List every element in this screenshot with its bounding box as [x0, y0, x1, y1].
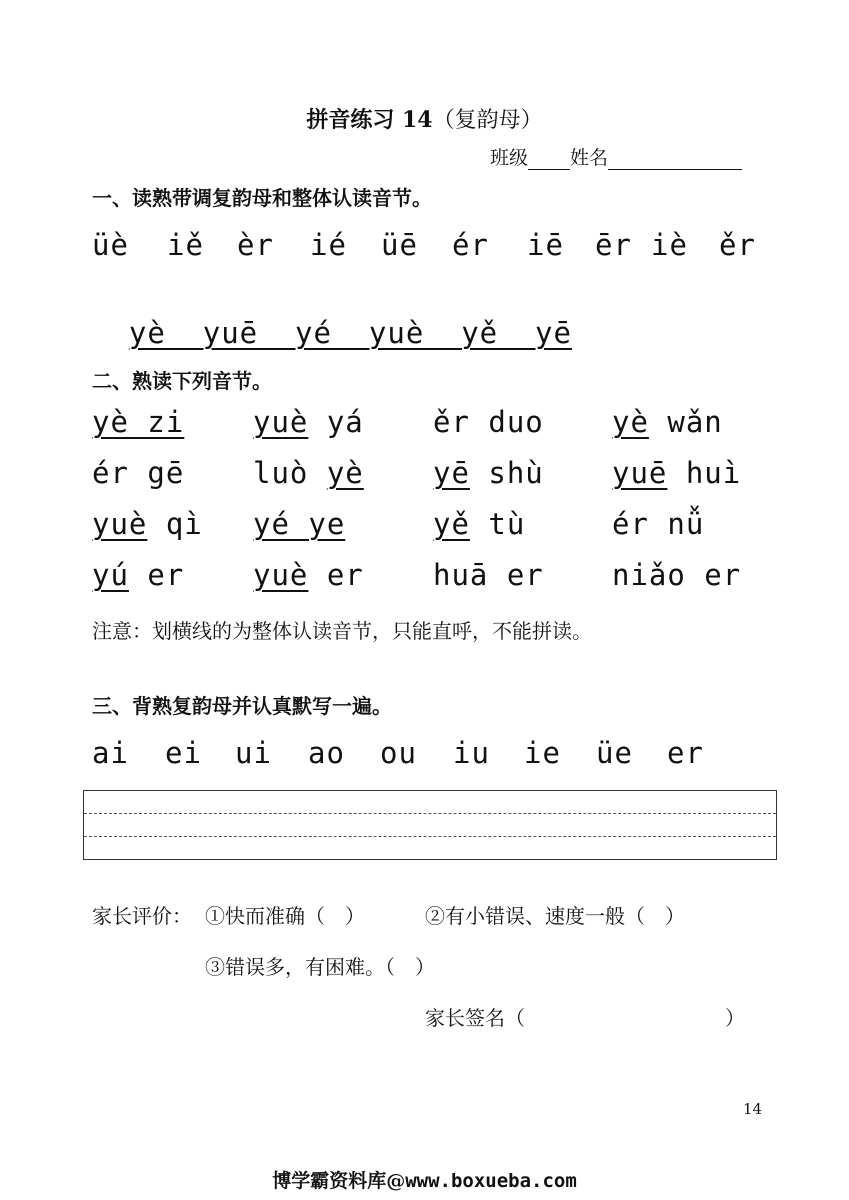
final-item: ei [165, 736, 202, 770]
name-label: 姓名 [570, 147, 609, 169]
final-item: iu [453, 736, 490, 770]
pinyin-item: ié [310, 228, 347, 262]
final-item: ou [380, 736, 417, 770]
grid-cell: yè wǎn [612, 405, 723, 439]
eval-label: 家长评价： [92, 904, 192, 928]
note-text: 注意：划横线的为整体认读音节，只能直呼，不能拼读。 [92, 619, 592, 643]
syllable-grid [0, 405, 849, 605]
footer-site: www.boxueba.com [405, 1170, 577, 1192]
parent-signature[interactable]: 家长签名（ ） [425, 1006, 745, 1030]
grid-cell: yē shù [433, 456, 544, 490]
grid-cell: yú er [92, 558, 185, 592]
footer-prefix: 博学霸资料库@ [272, 1170, 406, 1192]
grid-cell: huā er [433, 558, 544, 592]
grid-cell: ér nǚ [612, 507, 705, 541]
class-label: 班级 [490, 147, 529, 169]
pinyin-item: iè [651, 228, 688, 262]
pinyin-item: ér [452, 228, 489, 262]
grid-cell: yè zi [92, 405, 185, 439]
section3-heading: 三、背熟复韵母并认真默写一遍。 [92, 694, 392, 718]
pinyin-item: üè [92, 228, 129, 262]
section2-heading: 二、熟读下列音节。 [92, 369, 272, 393]
guide-line [84, 836, 776, 837]
grid-cell: yuè er [253, 558, 364, 592]
final-item: üe [596, 736, 633, 770]
grid-cell: yě tù [433, 507, 526, 541]
grid-cell: niǎo er [612, 558, 742, 592]
grid-cell: yuè qì [92, 507, 203, 541]
grid-cell: yuè yá [253, 405, 364, 439]
writing-area[interactable] [83, 790, 777, 860]
grid-cell: ěr duo [433, 405, 544, 439]
section1-heading: 一、读熟带调复韵母和整体认读音节。 [92, 186, 432, 210]
finals-row [0, 736, 849, 776]
eval-option3[interactable]: ③错误多，有困难。（ ） [205, 955, 435, 979]
pinyin-item: iē [527, 228, 564, 262]
footer-watermark [0, 1166, 849, 1193]
guide-line [84, 813, 776, 814]
pinyin-item: iě [167, 228, 204, 262]
page-title [0, 103, 849, 134]
eval-option2[interactable]: ②有小错误、速度一般（ ） [425, 904, 685, 928]
class-blank[interactable] [528, 149, 570, 170]
grid-cell: yé ye [253, 507, 346, 541]
student-info [490, 143, 742, 170]
final-item: ai [92, 736, 129, 770]
page-number: 14 [743, 1100, 763, 1118]
final-item: ie [524, 736, 561, 770]
final-item: ui [235, 736, 272, 770]
title-paren: （复韵母） [432, 108, 543, 133]
grid-cell: luò yè [253, 456, 364, 490]
final-item: er [667, 736, 704, 770]
title-main: 拼音练习 14 [306, 107, 433, 133]
final-item: ao [308, 736, 345, 770]
pinyin-item: ēr [595, 228, 632, 262]
pinyin-item: üē [381, 228, 418, 262]
section1-row2 [92, 282, 572, 350]
grid-cell: yuē huì [612, 456, 742, 490]
grid-cell: ér gē [92, 456, 185, 490]
pinyin-item: èr [237, 228, 274, 262]
name-blank[interactable] [608, 149, 742, 170]
pinyin-row2: yè yuē yé yuè yě yē [128, 316, 572, 350]
section1-row1 [0, 228, 849, 268]
eval-option1[interactable]: ①快而准确（ ） [205, 904, 365, 928]
pinyin-item: ěr [719, 228, 756, 262]
